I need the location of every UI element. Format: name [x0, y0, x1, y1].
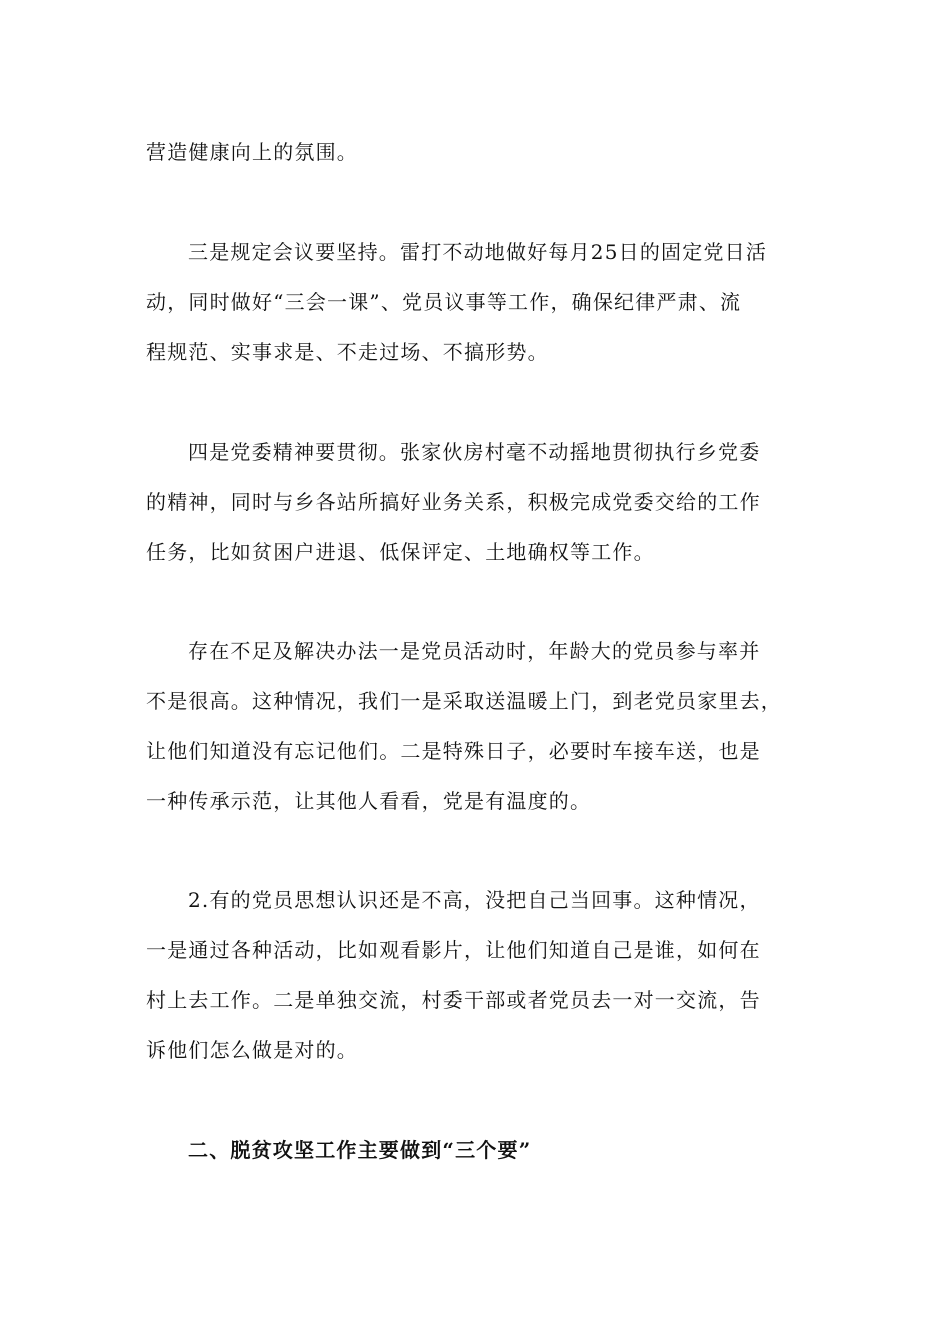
text-line: 存在不足及解决办法一是党员活动时，年龄大的党员参与率并 [188, 639, 761, 663]
paragraph-1 [146, 127, 806, 177]
paragraph-3 [146, 427, 806, 577]
text-line: 让他们知道没有忘记他们。二是特殊日子，必要时车接车送，也是 [146, 739, 761, 763]
text-line: 四是党委精神要贯彻。张家伙房村毫不动摇地贯彻执行乡党委 [188, 440, 761, 464]
text-line: 2.有的党员思想认识还是不高，没把自己当回事。这种情况， [188, 888, 761, 912]
text-line: 三是规定会议要坚持。雷打不动地做好每月25日的固定党日活 [188, 240, 768, 264]
text-line: 动，同时做好“三会一课”、党员议事等工作，确保纪律严肃、流 [146, 290, 742, 314]
section-heading [146, 1125, 806, 1175]
paragraph-4 [146, 626, 806, 826]
text-line: 不是很高。这种情况，我们一是采取送温暖上门，到老党员家里去， [146, 689, 782, 713]
text-line: 一是通过各种活动，比如观看影片，让他们知道自己是谁，如何在 [146, 938, 761, 962]
heading-line: 二、脱贫攻坚工作主要做到“三个要” [188, 1138, 532, 1162]
text-line: 程规范、实事求是、不走过场、不搞形势。 [146, 340, 549, 364]
text-line: 一种传承示范，让其他人看看，党是有温度的。 [146, 789, 592, 813]
text-line: 诉他们怎么做是对的。 [146, 1038, 358, 1062]
text-line: 村上去工作。二是单独交流，村委干部或者党员去一对一交流，告 [146, 988, 761, 1012]
text-line: 的精神，同时与乡各站所搞好业务关系，积极完成党委交给的工作 [146, 490, 761, 514]
text-line: 营造健康向上的氛围。 [146, 140, 358, 164]
text-line: 任务，比如贫困户进退、低保评定、土地确权等工作。 [146, 540, 655, 564]
paragraph-5 [146, 875, 806, 1075]
paragraph-2 [146, 227, 806, 377]
